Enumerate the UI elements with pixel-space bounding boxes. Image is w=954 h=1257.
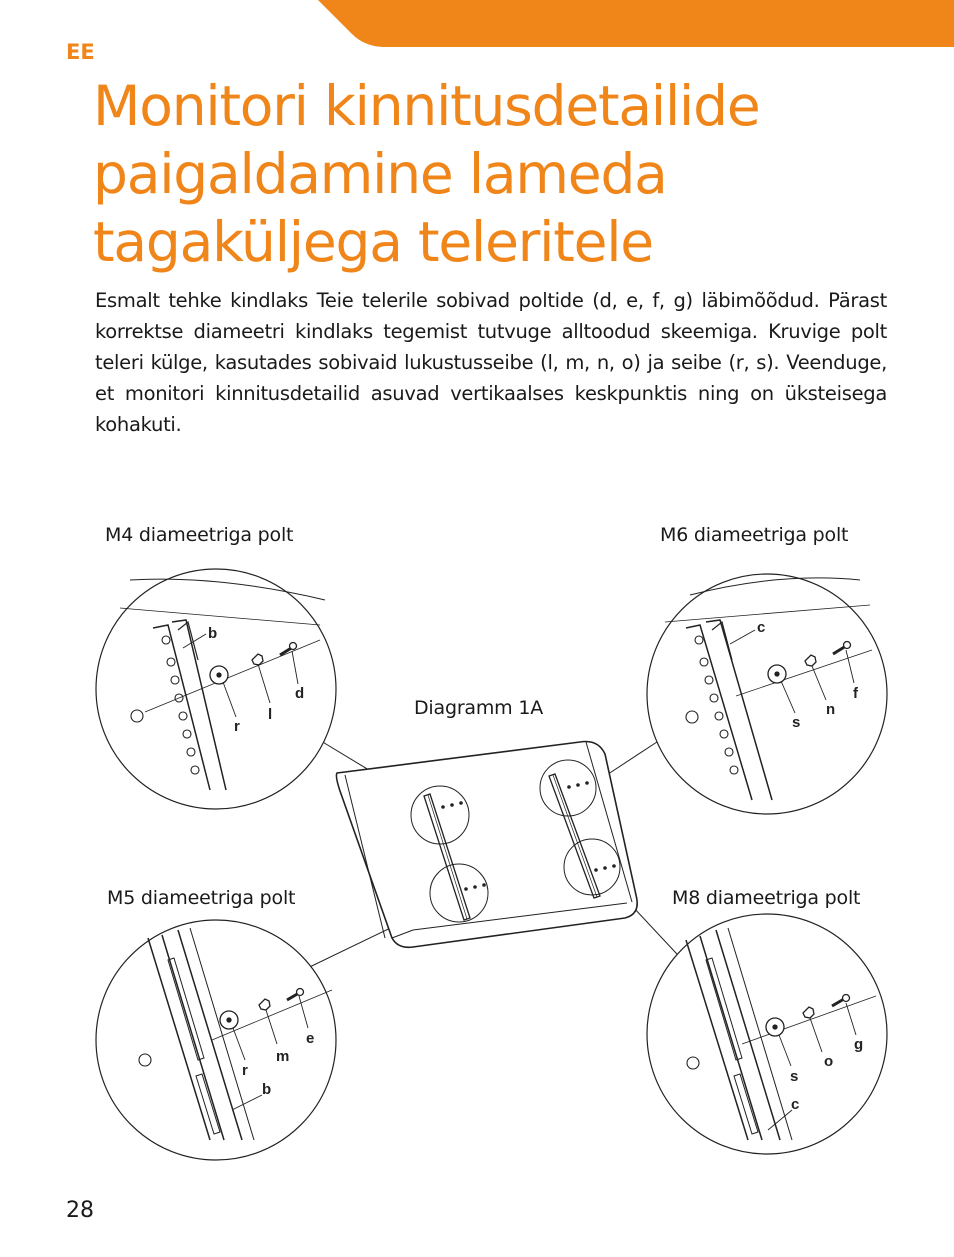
part-r: r [242, 1062, 248, 1079]
tv-back-panel [336, 742, 637, 948]
language-tag: EE [66, 40, 95, 64]
label-diagram-1a: Diagramm 1A [414, 697, 544, 719]
part-g: g [854, 1036, 864, 1053]
detail-m6 [647, 574, 887, 814]
part-s: s [792, 714, 801, 731]
part-c: c [791, 1096, 800, 1113]
part-d: d [295, 685, 305, 702]
label-m4: M4 diameetriga polt [105, 524, 294, 546]
part-b: b [208, 625, 218, 642]
detail-m8 [647, 914, 887, 1154]
part-c: c [757, 619, 766, 636]
label-m5: M5 diameetriga polt [107, 887, 296, 909]
part-s: s [790, 1068, 799, 1085]
part-f: f [853, 685, 858, 702]
part-l: l [268, 706, 273, 723]
page-title: Monitori kinnitusdetailide paigaldamine lameda tagaküljega teleritele [93, 74, 760, 274]
label-m6: M6 diameetriga polt [660, 524, 849, 546]
detail-m5 [96, 920, 336, 1160]
intro-paragraph: Esmalt tehke kindlaks Teie telerile sobivad poltide (d, e, f, g) läbimõõdud. Pärast korrektse diameetri kindlaks tegemist tutvuge alltoodud skeemiga. Kruvige polt teleri külge, kasutades sobivaid lukustusseibe (l, m, n, o) ja seibe (r, s). Veenduge, et monitori kinnitusdetailid asuvad vertikaalses keskpunktis ning on üksteisega kohakuti. [95, 289, 887, 436]
part-o: o [824, 1053, 834, 1070]
part-m: m [276, 1048, 290, 1065]
part-r: r [234, 718, 240, 735]
detail-m4 [96, 569, 336, 809]
page-number: 28 [66, 1198, 94, 1223]
part-e: e [306, 1030, 315, 1047]
part-b: b [262, 1081, 272, 1098]
label-m8: M8 diameetriga polt [672, 887, 861, 909]
part-n: n [826, 701, 836, 718]
